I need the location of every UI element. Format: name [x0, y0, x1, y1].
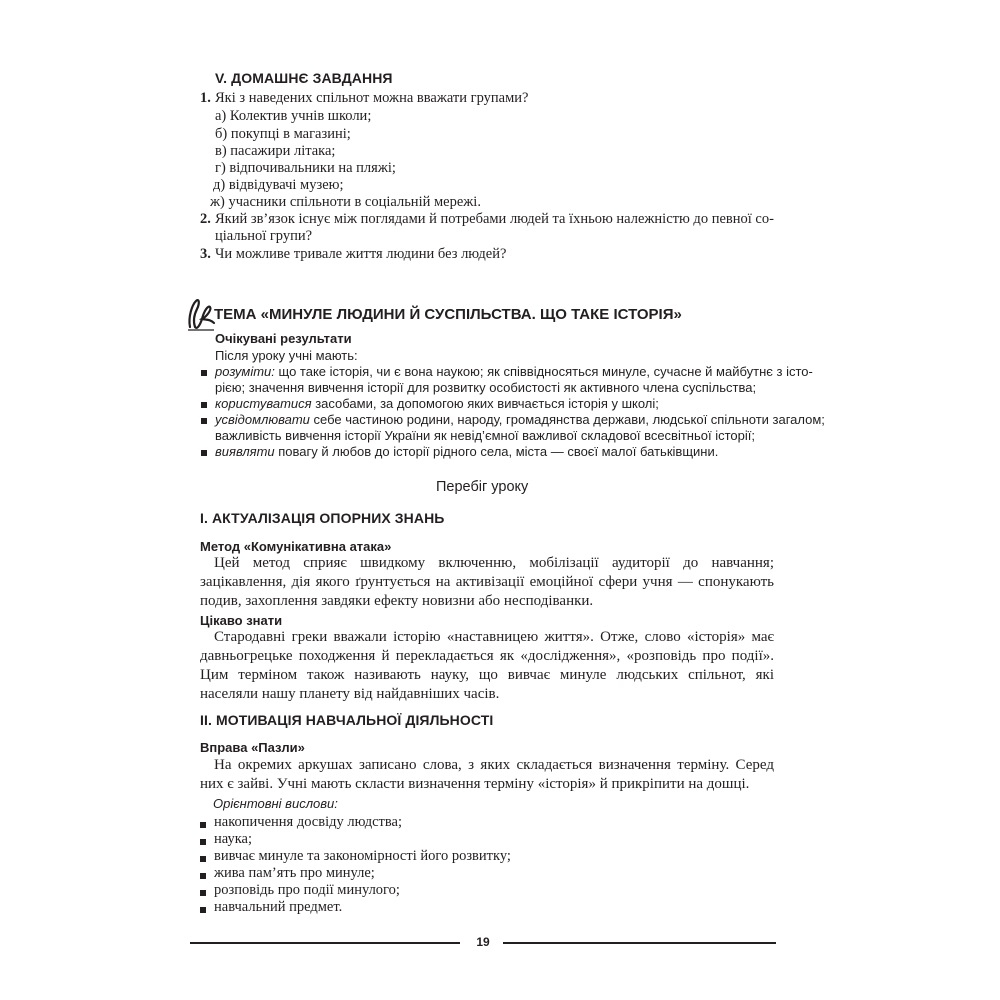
bullet-icon: [200, 822, 206, 828]
outcome-verb: усвідомлювати: [215, 412, 310, 427]
homework-option: д) відвідувачі музею;: [213, 177, 344, 193]
fact-text: Стародавні греки вважали історію «наставницею життя». Отже, слово «історія» має давньогрецьке походження й перекладається як «дослідження», «розповідь про події». Цим терміном також називають науку, що вивчає минуле людських спільнот, які населяли нашу планету від найдавніших часів.: [200, 629, 774, 702]
homework-q1-number: 1.: [200, 90, 211, 106]
phrase-item: навчальний предмет.: [214, 899, 343, 915]
phrase-item: вивчає минуле та закономірності його розвитку;: [214, 848, 511, 864]
outcome-verb: виявляти: [215, 444, 275, 459]
homework-q1-text: Які з наведених спільнот можна вважати групами?: [215, 90, 529, 106]
topic-title: ТЕМА «МИНУЛЕ ЛЮДИНИ Й СУСПІЛЬСТВА. ЩО ТАКЕ ІСТОРІЯ»: [214, 306, 682, 323]
homework-q3-text: Чи можливе тривале життя людини без людей?: [215, 246, 507, 262]
homework-option: а) Колектив учнів школи;: [215, 108, 372, 124]
section1-title: I. АКТУАЛІЗАЦІЯ ОПОРНИХ ЗНАНЬ: [200, 510, 445, 526]
homework-option: г) відпочивальники на пляжі;: [215, 160, 396, 176]
homework-option: ж) учасники спільноти в соціальній мережі.: [210, 194, 481, 210]
bullet-icon: [201, 418, 207, 424]
outcomes-intro: Після уроку учні мають:: [215, 348, 358, 363]
section2-title: II. МОТИВАЦІЯ НАВЧАЛЬНОЇ ДІЯЛЬНОСТІ: [200, 712, 494, 728]
handwritten-pen-icon: [186, 297, 216, 333]
homework-option: б) покупці в магазині;: [215, 126, 351, 142]
homework-q2-number: 2.: [200, 211, 211, 227]
phrase-item: жива пам’ять про минуле;: [214, 865, 375, 881]
method-title: Метод «Комунікативна атака»: [200, 539, 392, 554]
phrases-heading: Орієнтовні вислови:: [213, 796, 338, 811]
homework-option: в) пасажири літака;: [215, 143, 336, 159]
fact-title: Цікаво знати: [200, 613, 283, 628]
homework-q3-number: 3.: [200, 246, 211, 262]
lesson-flow-heading: Перебіг уроку: [436, 479, 529, 495]
outcome-text-cont: рією; значення вивчення історії для розвитку особистості як активного члена суспільства;: [215, 380, 757, 395]
bullet-icon: [201, 402, 207, 408]
exercise-title: Вправа «Пазли»: [200, 740, 305, 755]
outcome-item: [215, 364, 813, 379]
exercise-text: На окремих аркушах записано слова, з яких складається визначення терміну. Серед них є зайві. Учні мають скласти визначення терміну «історія» й прикріпити на дошці.: [200, 757, 774, 792]
homework-q2-text-cont: ціальної групи?: [215, 228, 313, 244]
bullet-icon: [201, 450, 207, 456]
footer-rule-right: [503, 942, 776, 944]
bullet-icon: [200, 856, 206, 862]
outcome-verb: розуміти:: [215, 364, 275, 379]
homework-title: V. ДОМАШНЄ ЗАВДАННЯ: [215, 70, 393, 86]
phrase-item: наука;: [214, 831, 252, 847]
outcome-text: що таке історія, чи є вона наукою; як співвідносяться минуле, сучасне й майбутнє з істо-: [274, 364, 813, 379]
bullet-icon: [201, 370, 207, 376]
bullet-icon: [200, 907, 206, 913]
phrase-item: розповідь про події минулого;: [214, 882, 400, 898]
outcome-text: себе частиною родини, народу, громадянства держави, людської спільноти загалом;: [309, 412, 825, 427]
outcome-item: [215, 444, 718, 459]
outcome-text-cont: важливість вивчення історії України як невід’ємної важливої складової всесвітньої історії;: [215, 428, 755, 443]
bullet-icon: [200, 890, 206, 896]
outcomes-heading: Очікувані результати: [215, 331, 352, 346]
outcome-text: повагу й любов до історії рідного села, міста — своєї малої батьківщини.: [274, 444, 719, 459]
outcome-text: засобами, за допомогою яких вивчається історія у школі;: [311, 396, 659, 411]
method-text: Цей метод сприяє швидкому включенню, мобілізації аудиторії до навчання; зацікавлення, дія якого ґрунтується на активізації емоційної сфери учня — спонукають подив, захоплення завдяки ефекту новизни або несподіванки.: [200, 555, 774, 609]
outcome-item: [215, 412, 825, 427]
bullet-icon: [200, 873, 206, 879]
outcome-verb: користуватися: [215, 396, 312, 411]
outcome-item: [215, 396, 659, 411]
homework-q2-text: Який зв’язок існує між поглядами й потребами людей та їхньою належністю до певної со-: [215, 211, 774, 227]
phrase-item: накопичення досвіду людства;: [214, 814, 402, 830]
page-number: 19: [476, 935, 490, 949]
bullet-icon: [200, 839, 206, 845]
footer-rule-left: [190, 942, 460, 944]
